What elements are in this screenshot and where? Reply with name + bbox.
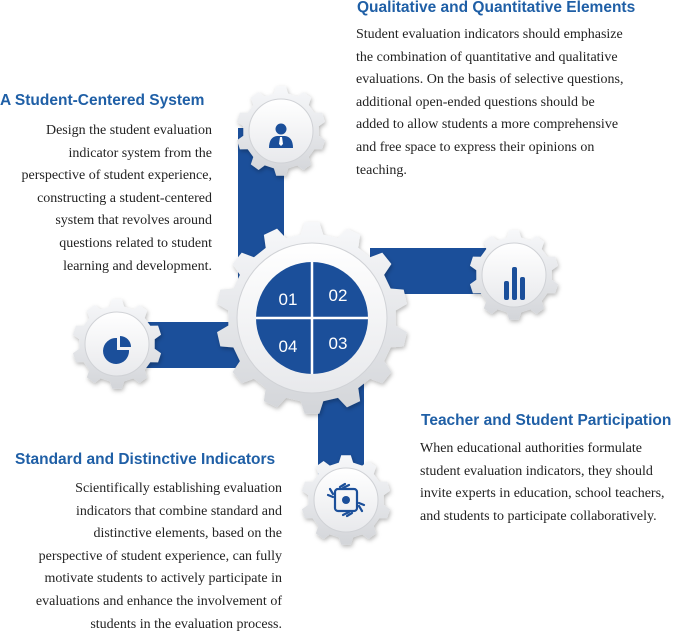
text-line: Design the student evaluation [45, 123, 212, 138]
text-line: students in the evaluation process. [90, 616, 282, 632]
text-line: system that revolves around [55, 213, 212, 229]
teacher-student-text [420, 438, 665, 528]
teacher-student-title: Teacher and Student Participation [421, 412, 672, 429]
text-line: evaluations. On the basis of selective questions, [356, 72, 624, 88]
qualitative-quantitative-text [356, 24, 624, 182]
text-line: teaching. [356, 162, 407, 178]
text-line: and students to participate collaboratively. [420, 508, 657, 524]
text-line: distinctive elements, based on the [93, 526, 282, 542]
hub-label-03: 03 [328, 334, 348, 353]
text-line: When educational authorities formulate [420, 441, 642, 456]
text-line: indicators that combine standard and [75, 503, 282, 519]
text-line: constructing a student-centered [37, 190, 212, 206]
standard-distinctive-text [36, 478, 282, 636]
text-line: and free space to express their opinions on [356, 139, 595, 155]
text-line: student evaluation indicators, they should [420, 463, 653, 479]
qualitative-quantitative-title: Qualitative and Quantitative Elements [357, 0, 636, 16]
text-line: invite experts in education, school teachers, [420, 486, 665, 502]
text-line: Student evaluation indicators should emphasize [356, 27, 623, 42]
hub-label-02: 02 [328, 286, 348, 305]
text-line: Scientifically establishing evaluation [75, 481, 282, 496]
text-line: added to allow students a more comprehensive [356, 117, 619, 133]
hub-label-04: 04 [278, 337, 298, 356]
student-centered-title: A Student-Centered System [0, 92, 205, 109]
text-line: questions related to student [59, 235, 212, 251]
hub-label-01: 01 [278, 290, 298, 309]
student-centered-text [22, 120, 212, 278]
text-line: perspective of student experience, can fully [38, 548, 282, 564]
text-line: the combination of quantitative and qualitative [356, 49, 618, 65]
central-hub [256, 262, 368, 374]
text-line: indicator system from the [68, 145, 212, 161]
text-line: additional open-ended questions should be [356, 94, 595, 110]
text-line: learning and development. [63, 258, 212, 274]
text-line: perspective of student experience, [21, 168, 212, 184]
standard-distinctive-title: Standard and Distinctive Indicators [15, 451, 276, 468]
text-line: motivate students to actively participate in [44, 571, 282, 587]
text-line: evaluations and enhance the involvement of [35, 593, 282, 609]
